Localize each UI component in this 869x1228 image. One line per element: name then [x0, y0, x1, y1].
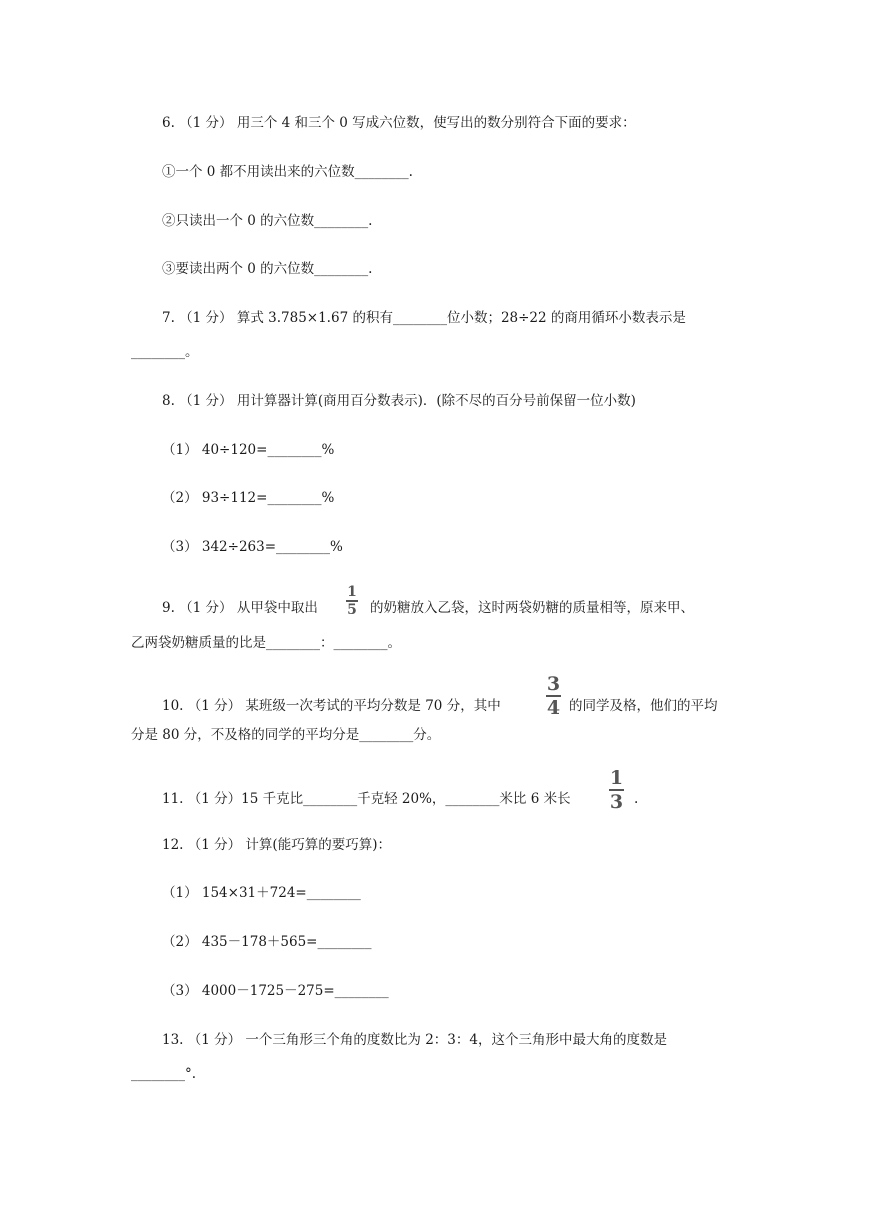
q9-line-1a: 9. （1 分） 从甲袋中取出 — [162, 600, 318, 616]
q12-stem: 12. （1 分） 计算(能巧算的要巧算)： — [162, 837, 391, 853]
q11-fraction — [609, 767, 624, 813]
q9-fraction-denominator: 5 — [347, 601, 357, 618]
q11-text-b: . — [634, 791, 639, 807]
q10-line-2: 分是 80 分，不及格的同学的平均分是________分。 — [131, 727, 441, 743]
q10-line-1b: 的同学及格，他们的平均 — [569, 698, 718, 714]
q12-item-2: （2） 435－178＋565=________ — [162, 934, 372, 950]
q9-line-1b: 的奶糖放入乙袋，这时两袋奶糖的质量相等，原来甲、 — [370, 600, 694, 616]
q7-line-1: 7. （1 分） 算式 3.785×1.67 的积有________位小数；28÷22 的商用循环小数表示是 — [162, 310, 686, 326]
q11-fraction-numerator: 1 — [609, 767, 624, 789]
q10-fraction — [546, 673, 561, 719]
q10-line-1a: 10. （1 分） 某班级一次考试的平均分数是 70 分，其中 — [162, 698, 501, 714]
q8-item-1: （1） 40÷120=________% — [162, 442, 335, 458]
q9-fraction — [346, 584, 358, 618]
q13-line-1: 13. （1 分） 一个三角形三个角的度数比为 2：3：4，这个三角形中最大角的度数是 — [162, 1032, 667, 1048]
q8-item-2: （2） 93÷112=________% — [162, 490, 335, 506]
q6-item-2: ②只读出一个 0 的六位数________. — [162, 213, 373, 229]
q9-line-2: 乙两袋奶糖质量的比是________：________。 — [131, 635, 401, 651]
q8-item-3: （3） 342÷263=________% — [162, 539, 343, 555]
q11-fraction-denominator: 3 — [609, 790, 624, 813]
q8-stem: 8. （1 分） 用计算器计算(商用百分数表示)．(除不尽的百分号前保留一位小数) — [162, 393, 636, 409]
q12-item-3: （3） 4000－1725－275=________ — [162, 983, 389, 999]
q7-line-2: ________。 — [131, 344, 199, 360]
q9-fraction-numerator: 1 — [347, 584, 357, 600]
q12-item-1: （1） 154×31＋724=________ — [162, 885, 361, 901]
q11-text-a: 11. （1 分）15 千克比________千克轻 20%，________米比 6 米长 — [162, 791, 571, 807]
q10-fraction-numerator: 3 — [546, 673, 561, 695]
q6-item-3: ③要读出两个 0 的六位数________. — [162, 261, 373, 277]
q13-line-2: ________°. — [131, 1066, 197, 1082]
q10-fraction-denominator: 4 — [546, 696, 561, 719]
q6-stem: 6. （1 分） 用三个 4 和三个 0 写成六位数，使写出的数分别符合下面的要求： — [162, 115, 636, 131]
q6-item-1: ①一个 0 都不用读出来的六位数________. — [162, 164, 413, 180]
